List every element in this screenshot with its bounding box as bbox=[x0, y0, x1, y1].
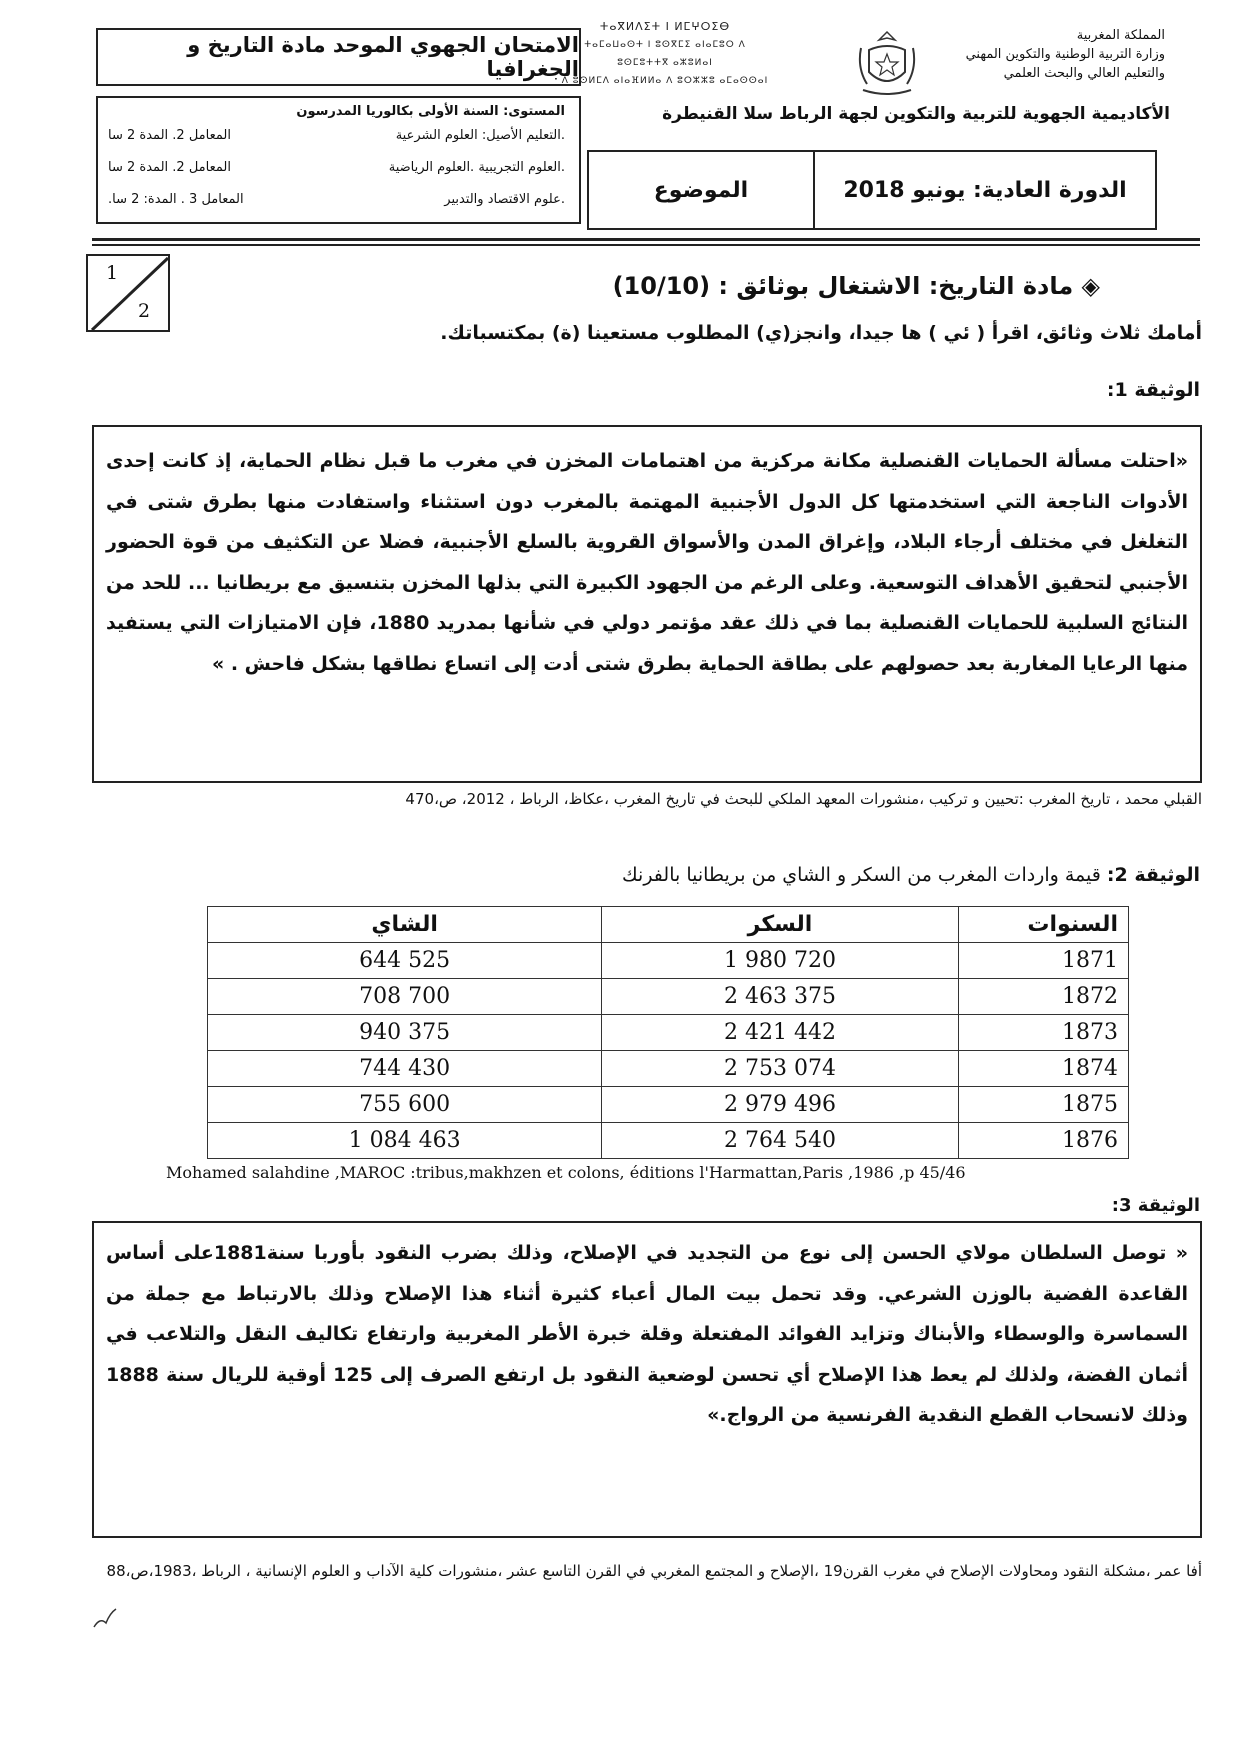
tifinagh-line: ⵜⴰⵎⴰⵡⴰⵙⵜ ⵏ ⵓⵙⴳⵎⵉ ⴰⵏⴰⵎⵓⵔ ⴷ ⵓⵙⵎⵓⵜⵜⴳ ⴰⵣⵓⵍⴰⵏ bbox=[584, 40, 746, 68]
table-row bbox=[208, 1087, 1129, 1123]
header-tea: الشاي bbox=[208, 907, 602, 943]
coef-label: المعامل 2. المدة 2 سا bbox=[108, 160, 231, 175]
sugar-cell: 2 753 074 bbox=[602, 1051, 958, 1087]
tea-cell: 644 525 bbox=[208, 943, 602, 979]
tea-cell: 940 375 bbox=[208, 1015, 602, 1051]
coef-label: المعامل 2. المدة 2 سا bbox=[108, 128, 231, 143]
page-divider-line bbox=[88, 256, 172, 334]
year-cell: 1871 bbox=[958, 943, 1128, 979]
track-row bbox=[108, 192, 565, 207]
sugar-cell: 2 421 442 bbox=[602, 1015, 958, 1051]
tifinagh-line: ⵜⴰⴳⵍⴷⵉⵜ ⵏ ⵍⵎⵖⵔⵉⴱ bbox=[599, 20, 731, 33]
ministry-block bbox=[935, 26, 1165, 83]
year-cell: 1874 bbox=[958, 1051, 1128, 1087]
tea-cell: 755 600 bbox=[208, 1087, 602, 1123]
kingdom-label: المملكة المغربية bbox=[1076, 28, 1165, 43]
table-row bbox=[208, 1123, 1129, 1159]
track-row bbox=[108, 160, 565, 175]
year-cell: 1876 bbox=[958, 1123, 1128, 1159]
subject-label: الموضوع bbox=[653, 177, 749, 203]
track-label: .التعليم الأصيل: العلوم الشرعية bbox=[395, 128, 565, 143]
doc2-source: Mohamed salahdine ,MAROC :tribus,makhzen et colons, éditions l'Harmattan,Paris ,1986 ,p 45/46 bbox=[166, 1163, 966, 1182]
sugar-cell: 2 979 496 bbox=[602, 1087, 958, 1123]
doc1-label: الوثيقة 1: bbox=[1106, 379, 1200, 401]
doc3-source: أفا عمر ،مشكلة النقود ومحاولات الإصلاح في مغرب القرن19 ،الإصلاح و المجتمع المغربي في القرن التاسع عشر ،منشورات كلية الآداب و العلوم الإنسانية ، الرباط ،1983،ص،88 bbox=[106, 1562, 1202, 1580]
tifinagh-line: ⴷ ⵓⵙⵍⵎⴷ ⴰⵏⴰⴼⵍⵍⴰ ⴷ ⵓⵔⵣⵣⵓ ⴰⵎⴰⵙⵙⴰⵏ bbox=[561, 76, 769, 86]
coef-label: المعامل 3 . المدة: 2 سا. bbox=[108, 192, 244, 207]
table-row bbox=[208, 943, 1129, 979]
handwritten-mark-icon bbox=[90, 1605, 120, 1635]
year-cell: 1872 bbox=[958, 979, 1128, 1015]
page-current: 1 bbox=[106, 262, 119, 284]
instruction: أمامك ثلاث وثائق، اقرأ ( ئي ) ها جيدا، وانجز(ي) المطلوب مستعينا (ة) بمكتسباتك. bbox=[440, 322, 1202, 344]
ministry-label: وزارة التربية الوطنية والتكوين المهني bbox=[965, 47, 1165, 62]
level-box bbox=[96, 96, 581, 224]
divider bbox=[92, 244, 1200, 246]
doc3-box bbox=[92, 1221, 1202, 1538]
track-row bbox=[108, 128, 565, 143]
table-row bbox=[208, 979, 1129, 1015]
tea-cell: 1 084 463 bbox=[208, 1123, 602, 1159]
track-label: .العلوم التجريبية .العلوم الرياضية bbox=[388, 160, 565, 175]
header-sugar: السكر bbox=[602, 907, 958, 943]
track-label: .علوم الاقتصاد والتدبير bbox=[444, 192, 565, 207]
page-number-box bbox=[86, 254, 170, 332]
sugar-cell: 2 463 375 bbox=[602, 979, 958, 1015]
session-box bbox=[587, 150, 1157, 230]
tifinagh-header bbox=[560, 18, 770, 90]
sugar-cell: 1 980 720 bbox=[602, 943, 958, 979]
exam-title: الامتحان الجهوي الموحد مادة التاريخ و الجغرافيا bbox=[187, 33, 579, 81]
tea-cell: 708 700 bbox=[208, 979, 602, 1015]
session-label: الدورة العادية: يونيو 2018 bbox=[813, 152, 1155, 228]
ministry-label: والتعليم العالي والبحث العلمي bbox=[1003, 66, 1165, 81]
page-total: 2 bbox=[138, 300, 151, 322]
doc1-text: «احتلت مسألة الحمايات القنصلية مكانة مركزية من اهتمامات المخزن في مغرب ما قبل نظام الحماية، إذ كانت إحدى الأدوات الناجعة التي استخدمتها كل الدول الأجنبية المهتمة بالمغرب دون استثناء واستفادت منها بطرق شتى في التغلغل في مختلف أرجاء البلاد، وإغراق المدن والأسواق القروية بالسلع الأجنبية، فضلا عن التكثيف من قوة الحضور الأجنبي لتحقيق الأهداف التوسعية. وعلى الرغم من الجهود الكبيرة التي بذلها المخزن بتنسيق مع بريطانيا ... للحد من النتائج السلبية للحمايات القنصلية بما في ذلك عقد مؤتمر دولي في شأنها بمدريد 1880، فإن الامتيازات التي يستفيد منها الرعايا المغاربة بعد حصولهم على بطاقة الحماية بطرق شتى أدت إلى اتساع نطاقها بشكل فاحش . » bbox=[106, 450, 1188, 675]
section-title: ◈ مادة التاريخ: الاشتغال بوثائق : (10/10) bbox=[612, 272, 1100, 300]
year-cell: 1873 bbox=[958, 1015, 1128, 1051]
imports-table bbox=[207, 906, 1129, 1159]
doc1-source: القبلي محمد ، تاريخ المغرب :تحيين و تركيب ،منشورات المعهد الملكي للبحث في تاريخ المغرب ،عكاظ، الرباط ، 2012، ص،470 bbox=[405, 790, 1202, 808]
coat-of-arms-icon bbox=[855, 28, 919, 100]
level-label: المستوى: السنة الأولى بكالوريا المدرسون bbox=[296, 104, 565, 119]
header-year: السنوات bbox=[958, 907, 1128, 943]
academy-title: الأكاديمية الجهوية للتربية والتكوين لجهة الرباط سلا القنيطرة bbox=[662, 104, 1170, 124]
doc2-heading bbox=[622, 864, 1200, 886]
doc3-label: الوثيقة 3: bbox=[1111, 1195, 1200, 1216]
doc1-box bbox=[92, 425, 1202, 783]
sugar-cell: 2 764 540 bbox=[602, 1123, 958, 1159]
doc2-caption: قيمة واردات المغرب من السكر و الشاي من بريطانيا بالفرنك bbox=[622, 864, 1101, 886]
table-header-row bbox=[208, 907, 1129, 943]
doc3-text: « توصل السلطان مولاي الحسن إلى نوع من التجديد في الإصلاح، وذلك بضرب النقود بأوربا سنة1881على أساس القاعدة الفضية بالوزن الشرعي. وقد تحمل بيت المال أعباء كثيرة أثناء هذا الإصلاح وذلك بالارتباط مع جملة من السماسرة والوسطاء والأبناك وتزايد الفوائد المفتعلة وقلة خبرة الأطر المغربية وارتفاع تكاليف النقل والتلاعب في أثمان الفضة، ولذلك لم يعط هذا الإصلاح أي تحسن لوضعية النقود بل ارتفع الصرف إلى 125 أوقية للريال سنة 1888 وذلك لانسحاب القطع النقدية الفرنسية من الرواج.» bbox=[106, 1242, 1188, 1426]
table-row bbox=[208, 1051, 1129, 1087]
table-row bbox=[208, 1015, 1129, 1051]
doc2-label: الوثيقة 2: bbox=[1106, 864, 1200, 886]
tea-cell: 744 430 bbox=[208, 1051, 602, 1087]
divider bbox=[92, 238, 1200, 241]
exam-title-box bbox=[96, 28, 581, 86]
year-cell: 1875 bbox=[958, 1087, 1128, 1123]
